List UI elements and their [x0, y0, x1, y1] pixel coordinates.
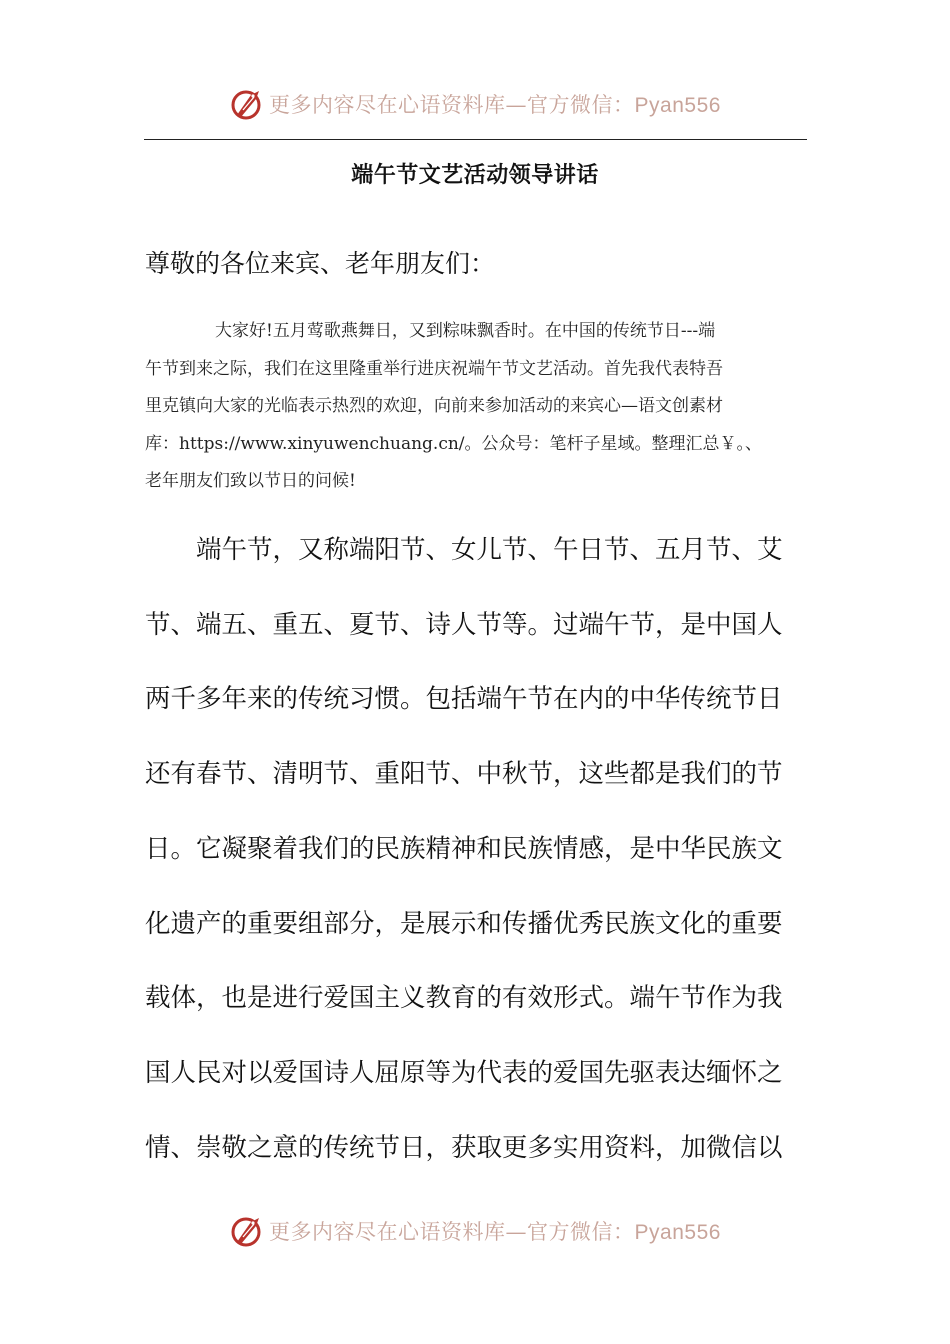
paragraph-line: 国人民对以爱国诗人屈原等为代表的爱国先驱表达缅怀之 — [145, 1057, 783, 1088]
paragraph-line: 还有春节、清明节、重阳节、中秋节，这些都是我们的节 — [145, 759, 783, 790]
paragraph-line: 化遗产的重要组部分，是展示和传播优秀民族文化的重要 — [145, 908, 783, 939]
main-paragraph — [145, 513, 825, 1185]
paragraph-line: 两千多年来的传统习惯。包括端午节在内的中华传统节日 — [145, 684, 783, 715]
wechat-id: Pyan556 — [634, 1221, 721, 1244]
header-divider — [144, 139, 807, 140]
footer-banner — [0, 1209, 950, 1253]
wechat-id: Pyan556 — [634, 94, 721, 117]
paragraph-line: 节、端五、重五、夏节、诗人节等。过端午节，是中国人 — [145, 609, 783, 640]
banner-text: 更多内容尽在心语资料库—官方微信：Pyan556 — [269, 1220, 721, 1244]
opening-paragraph — [145, 313, 815, 501]
paragraph-line: 大家好!五月莺歌燕舞日，又到粽味飘香时。在中国的传统节日---端 — [215, 321, 716, 341]
paragraph-line: 端午节，又称端阳节、女儿节、午日节、五月节、艾 — [196, 535, 783, 565]
document-title: 端午节文艺活动领导讲话 — [351, 163, 599, 188]
paragraph-line: 老年朋友们致以节日的问候! — [145, 471, 356, 491]
salutation: 尊敬的各位来宾、老年朋友们： — [145, 249, 496, 278]
paragraph-line: 情、崇敬之意的传统节日，获取更多实用资料，加微信以 — [145, 1132, 783, 1163]
banner-text: 更多内容尽在心语资料库—官方微信：Pyan556 — [269, 93, 721, 117]
paragraph-line: 里克镇向大家的光临表示热烈的欢迎，向前来参加活动的来宾心—语文创素材 — [145, 396, 723, 416]
paragraph-line: 午节到来之际，我们在这里隆重举行进庆祝端午节文艺活动。首先我代表特吾 — [145, 358, 723, 379]
paragraph-line: 日。它凝聚着我们的民族精神和民族情感，是中华民族文 — [145, 833, 783, 864]
paragraph-line: 库：https://www.xinyuwenchuang.cn/。公众号：笔杆子星域。整理汇总￥。、 — [145, 433, 763, 454]
pen-nib-logo-icon — [229, 86, 265, 122]
header-banner — [0, 82, 950, 126]
paragraph-line: 载体，也是进行爱国主义教育的有效形式。端午节作为我 — [145, 983, 783, 1014]
pen-nib-logo-icon — [229, 1213, 265, 1249]
